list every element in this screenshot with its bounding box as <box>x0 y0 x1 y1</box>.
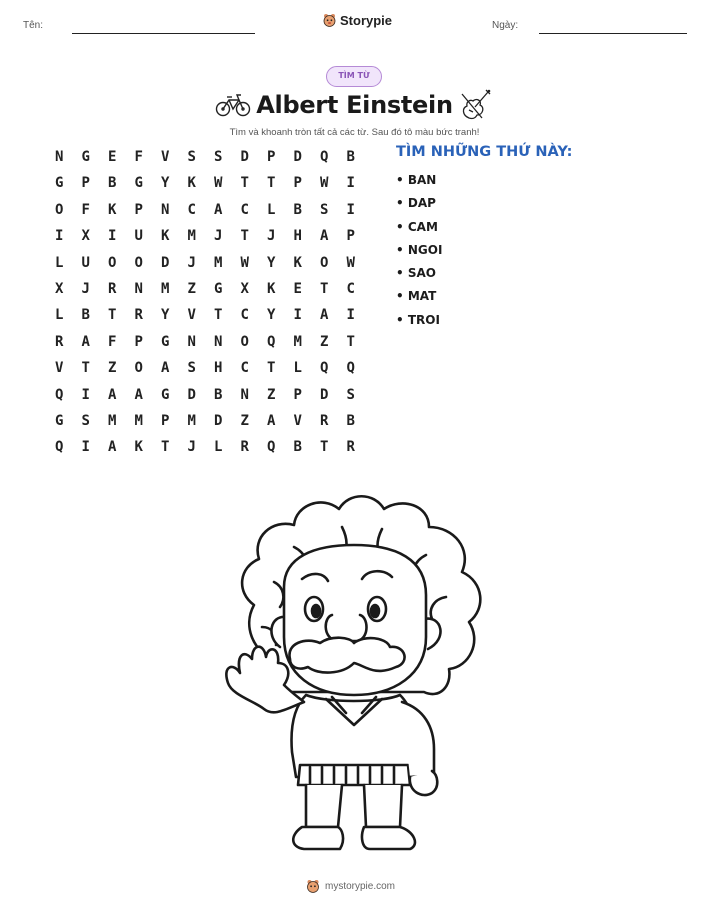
grid-letter[interactable]: I <box>55 228 64 245</box>
grid-letter[interactable]: Y <box>267 307 276 324</box>
footer-url: mystorypie.com <box>325 881 396 892</box>
grid-letter[interactable]: J <box>81 280 90 297</box>
grid-letter[interactable]: A <box>108 386 117 403</box>
grid-letter[interactable]: B <box>108 175 117 192</box>
grid-letter[interactable]: K <box>161 228 170 245</box>
grid-letter[interactable]: N <box>134 280 143 297</box>
grid-letter[interactable]: G <box>55 412 64 429</box>
grid-letter[interactable]: V <box>187 307 196 324</box>
grid-letter[interactable]: T <box>214 307 223 324</box>
grid-letter[interactable]: S <box>346 386 355 403</box>
activity-badge: TÌM TỪ <box>326 66 382 87</box>
grid-letter[interactable]: B <box>293 201 302 218</box>
grid-letter[interactable]: D <box>161 254 170 271</box>
grid-letter[interactable]: Z <box>108 360 117 377</box>
grid-letter[interactable]: S <box>214 149 223 165</box>
grid-letter[interactable]: I <box>81 439 90 456</box>
grid-letter[interactable]: L <box>214 439 223 456</box>
grid-letter[interactable]: L <box>267 201 276 218</box>
grid-letter[interactable]: N <box>187 333 196 350</box>
grid-letter[interactable]: D <box>187 386 196 403</box>
grid-letter[interactable]: C <box>240 201 249 218</box>
grid-letter[interactable]: I <box>346 307 355 324</box>
grid-letter[interactable]: X <box>81 228 90 245</box>
storypie-mascot-icon <box>323 13 336 28</box>
word-list-title: TÌM NHỮNG THỨ NÀY: <box>396 144 573 160</box>
grid-letter[interactable]: B <box>81 307 90 324</box>
word-item: • TROI <box>396 311 442 334</box>
grid-letter[interactable]: Y <box>161 175 170 192</box>
grid-letter[interactable]: G <box>81 149 90 165</box>
grid-letter[interactable]: T <box>320 439 329 456</box>
grid-letter[interactable]: A <box>161 360 170 377</box>
date-label: Ngày: <box>492 20 519 31</box>
word-item: • DAP <box>396 194 442 217</box>
grid-letter[interactable]: N <box>161 201 170 218</box>
grid-letter[interactable]: D <box>240 149 249 165</box>
grid-letter[interactable]: J <box>187 439 196 456</box>
grid-letter[interactable]: T <box>320 280 329 297</box>
grid-letter[interactable]: B <box>346 412 355 429</box>
grid-letter[interactable]: Q <box>320 149 329 165</box>
instructions-text: Tìm và khoanh tròn tất cả các từ. Sau đó tô màu bức tranh! <box>229 127 480 138</box>
grid-letter[interactable]: L <box>55 307 64 324</box>
grid-letter[interactable]: C <box>240 360 249 377</box>
grid-letter[interactable]: O <box>55 201 64 218</box>
grid-letter[interactable]: J <box>267 228 276 245</box>
grid-letter[interactable]: C <box>240 307 249 324</box>
grid-letter[interactable]: A <box>267 412 276 429</box>
grid-letter[interactable]: F <box>134 149 143 165</box>
grid-letter[interactable]: P <box>293 175 302 192</box>
grid-letter[interactable]: P <box>134 333 143 350</box>
grid-letter[interactable]: T <box>267 360 276 377</box>
grid-letter[interactable]: W <box>240 254 249 271</box>
grid-letter[interactable]: G <box>214 280 223 297</box>
grid-letter[interactable]: T <box>108 307 117 324</box>
grid-letter[interactable]: A <box>108 439 117 456</box>
grid-letter[interactable]: G <box>161 386 170 403</box>
grid-letter[interactable]: Q <box>55 386 64 403</box>
grid-letter[interactable]: Q <box>267 439 276 456</box>
grid-letter[interactable]: A <box>81 333 90 350</box>
grid-letter[interactable]: P <box>346 228 355 245</box>
grid-letter[interactable]: A <box>320 307 329 324</box>
grid-letter[interactable]: Z <box>267 386 276 403</box>
grid-letter[interactable]: W <box>214 175 223 192</box>
word-list <box>396 171 442 334</box>
brand-name: Storypie <box>340 13 393 28</box>
grid-letter[interactable]: E <box>108 149 117 165</box>
word-item: • BAN <box>396 171 442 194</box>
grid-letter[interactable]: O <box>134 254 143 271</box>
einstein-coloring-illustration[interactable] <box>214 487 494 857</box>
grid-letter[interactable]: I <box>108 228 117 245</box>
grid-letter[interactable]: A <box>214 201 223 218</box>
grid-letter[interactable]: H <box>214 360 223 377</box>
grid-letter[interactable]: B <box>346 149 355 165</box>
grid-letter[interactable]: Z <box>240 412 249 429</box>
grid-letter[interactable]: R <box>346 439 355 456</box>
date-field[interactable] <box>539 33 687 34</box>
grid-letter[interactable]: T <box>161 439 170 456</box>
grid-letter[interactable]: A <box>134 386 143 403</box>
grid-letter[interactable]: R <box>320 412 329 429</box>
grid-letter[interactable]: Q <box>267 333 276 350</box>
grid-letter[interactable]: G <box>55 175 64 192</box>
footer <box>306 879 395 894</box>
violin-icon <box>458 88 492 122</box>
grid-letter[interactable]: I <box>293 307 302 324</box>
grid-letter[interactable]: Q <box>320 360 329 377</box>
word-item: • CAM <box>396 218 442 241</box>
grid-letter[interactable]: A <box>320 228 329 245</box>
grid-letter[interactable]: D <box>214 412 223 429</box>
grid-letter[interactable]: B <box>293 439 302 456</box>
grid-letter[interactable]: C <box>346 280 355 297</box>
grid-letter[interactable]: M <box>187 228 196 245</box>
grid-letter[interactable]: K <box>108 201 117 218</box>
grid-letter[interactable]: Y <box>267 254 276 271</box>
name-field[interactable] <box>72 33 255 34</box>
grid-letter[interactable]: Z <box>320 333 329 350</box>
grid-letter[interactable]: V <box>293 412 302 429</box>
grid-letter[interactable]: K <box>293 254 302 271</box>
grid-letter[interactable]: F <box>108 333 117 350</box>
grid-letter[interactable]: Q <box>55 439 64 456</box>
grid-letter[interactable]: T <box>240 228 249 245</box>
grid-letter[interactable]: V <box>161 149 170 165</box>
storypie-mascot-icon <box>306 879 320 894</box>
grid-letter[interactable]: M <box>214 254 223 271</box>
grid-letter[interactable]: O <box>134 360 143 377</box>
grid-letter[interactable]: Q <box>346 360 355 377</box>
grid-letter[interactable]: T <box>267 175 276 192</box>
grid-letter[interactable]: J <box>214 228 223 245</box>
grid-letter[interactable]: R <box>240 439 249 456</box>
grid-letter[interactable]: P <box>81 175 90 192</box>
grid-letter[interactable]: G <box>161 333 170 350</box>
grid-letter[interactable]: P <box>267 149 276 165</box>
grid-letter[interactable]: W <box>320 175 329 192</box>
grid-letter[interactable]: K <box>187 175 196 192</box>
grid-letter[interactable]: J <box>187 254 196 271</box>
grid-letter[interactable]: I <box>346 201 355 218</box>
grid-letter[interactable]: T <box>240 175 249 192</box>
grid-letter[interactable]: E <box>293 280 302 297</box>
grid-letter[interactable]: V <box>55 360 64 377</box>
page-title: Albert Einstein <box>256 91 453 119</box>
grid-letter[interactable]: P <box>134 201 143 218</box>
grid-letter[interactable]: Y <box>161 307 170 324</box>
grid-letter[interactable]: P <box>293 386 302 403</box>
grid-letter[interactable]: S <box>187 360 196 377</box>
grid-letter[interactable]: M <box>161 280 170 297</box>
grid-letter[interactable]: Z <box>187 280 196 297</box>
grid-letter[interactable]: T <box>346 333 355 350</box>
grid-letter[interactable]: I <box>81 386 90 403</box>
grid-letter[interactable]: U <box>134 228 143 245</box>
word-search-grid[interactable] <box>46 147 364 464</box>
grid-letter[interactable]: T <box>81 360 90 377</box>
grid-letter[interactable]: M <box>293 333 302 350</box>
grid-letter[interactable]: O <box>240 333 249 350</box>
grid-letter[interactable]: F <box>81 201 90 218</box>
grid-letter[interactable]: C <box>187 201 196 218</box>
grid-letter[interactable]: X <box>55 280 64 297</box>
name-label: Tên: <box>23 20 44 31</box>
grid-letter[interactable]: D <box>320 386 329 403</box>
grid-letter[interactable]: X <box>240 280 249 297</box>
brand-logo <box>323 13 392 28</box>
grid-letter[interactable]: H <box>293 228 302 245</box>
grid-letter[interactable]: L <box>293 360 302 377</box>
grid-letter[interactable]: O <box>320 254 329 271</box>
grid-letter[interactable]: G <box>134 175 143 192</box>
grid-letter[interactable]: R <box>108 280 117 297</box>
word-item: • MAT <box>396 287 442 310</box>
grid-letter[interactable]: O <box>108 254 117 271</box>
grid-letter[interactable]: M <box>187 412 196 429</box>
grid-letter[interactable]: I <box>346 175 355 192</box>
grid-letter[interactable]: L <box>55 254 64 271</box>
grid-letter[interactable]: D <box>293 149 302 165</box>
grid-letter[interactable]: S <box>187 149 196 165</box>
grid-letter[interactable]: M <box>108 412 117 429</box>
grid-letter[interactable]: W <box>346 254 355 271</box>
grid-letter[interactable]: S <box>320 201 329 218</box>
grid-letter[interactable]: N <box>240 386 249 403</box>
grid-letter[interactable]: N <box>214 333 223 350</box>
grid-letter[interactable]: N <box>55 149 64 165</box>
grid-letter[interactable]: R <box>134 307 143 324</box>
word-item: • SAO <box>396 264 442 287</box>
grid-letter[interactable]: R <box>55 333 64 350</box>
grid-letter[interactable]: K <box>267 280 276 297</box>
grid-letter[interactable]: S <box>81 412 90 429</box>
grid-letter[interactable]: M <box>134 412 143 429</box>
grid-letter[interactable]: U <box>81 254 90 271</box>
word-item: • NGOI <box>396 241 442 264</box>
grid-letter[interactable]: K <box>134 439 143 456</box>
grid-letter[interactable]: P <box>161 412 170 429</box>
grid-letter[interactable]: B <box>214 386 223 403</box>
